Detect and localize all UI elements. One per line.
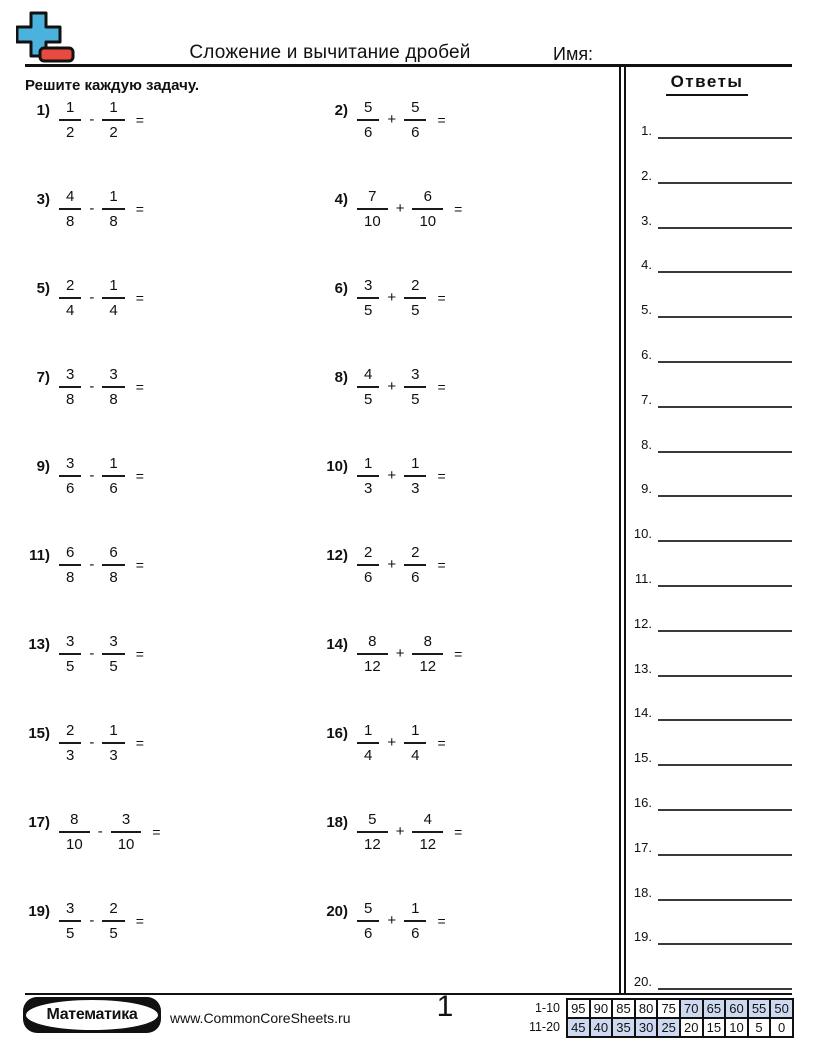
- fraction-denominator: 8: [66, 213, 75, 230]
- minus-operator: -: [89, 377, 95, 395]
- answer-number: 14.: [633, 705, 652, 721]
- problem-row: [14, 275, 144, 321]
- answer-number: 13.: [633, 660, 652, 676]
- fraction-numerator: 2: [404, 276, 426, 299]
- fraction-second: [102, 98, 124, 142]
- answer-blank-line: [658, 968, 792, 990]
- answer-number: 19.: [633, 929, 652, 945]
- score-range-label-1: 1-10: [534, 1001, 560, 1015]
- fraction-first: [357, 810, 388, 854]
- fraction-first: [59, 98, 81, 142]
- answer-number: 18.: [633, 884, 652, 900]
- equals-sign: =: [454, 646, 463, 662]
- fraction-second: [102, 276, 124, 320]
- equals-sign: =: [135, 290, 144, 306]
- score-cell: 20: [680, 1018, 703, 1037]
- fraction-first: [59, 187, 81, 231]
- answer-row: [622, 746, 792, 766]
- answer-row: [622, 522, 792, 542]
- fraction-denominator: 6: [364, 124, 373, 141]
- equals-sign: =: [437, 468, 446, 484]
- plus-operator: +: [387, 288, 397, 306]
- fraction-denominator: 12: [419, 836, 437, 853]
- answers-heading: [622, 72, 792, 96]
- answer-number: 6.: [641, 347, 652, 362]
- fraction-first: [357, 187, 388, 231]
- minus-operator: -: [89, 644, 95, 662]
- equals-sign: =: [454, 201, 463, 217]
- fraction-numerator: 5: [357, 810, 388, 833]
- fraction-second: [111, 810, 142, 854]
- fraction-denominator: 12: [364, 658, 381, 675]
- fraction-numerator: 4: [59, 187, 81, 210]
- fraction-numerator: 1: [59, 98, 81, 121]
- answer-row: [622, 612, 792, 632]
- problem-row: [312, 898, 446, 944]
- plus-operator: +: [395, 822, 405, 840]
- score-cell: 70: [680, 999, 703, 1018]
- problem-row: [312, 542, 446, 588]
- fraction-denominator: 12: [419, 658, 437, 675]
- problem-row: [312, 453, 446, 499]
- footer-divider: [25, 993, 792, 995]
- fraction-denominator: 5: [66, 658, 75, 675]
- problem-number: 12): [326, 546, 348, 564]
- fraction-first: [357, 543, 379, 587]
- fraction-numerator: 3: [59, 454, 81, 477]
- answer-number: 2.: [641, 167, 652, 183]
- fraction-numerator: 1: [102, 454, 124, 477]
- answer-row: [622, 388, 792, 408]
- fraction-numerator: 1: [357, 721, 379, 744]
- fraction-first: [59, 721, 81, 765]
- equals-sign: =: [135, 468, 144, 484]
- problem-number: 2): [334, 101, 348, 119]
- answer-number: 9.: [641, 481, 652, 497]
- fraction-numerator: 1: [102, 187, 124, 210]
- fraction-denominator: 4: [364, 747, 373, 764]
- answer-blank-line: [658, 655, 792, 677]
- problem-row: [14, 453, 144, 499]
- fraction-numerator: 3: [59, 632, 81, 655]
- problem-row: [312, 186, 462, 232]
- fraction-denominator: 10: [66, 836, 83, 853]
- answer-number: 17.: [633, 839, 652, 855]
- answer-blank-line: [658, 207, 792, 229]
- fraction-second: [102, 454, 124, 498]
- plus-operator: +: [387, 110, 397, 128]
- fraction-denominator: 8: [109, 569, 118, 586]
- equals-sign: =: [135, 646, 144, 662]
- problem-number: 19): [28, 902, 50, 920]
- fraction-numerator: 1: [102, 276, 124, 299]
- fraction-denominator: 2: [109, 124, 118, 141]
- plus-operator: +: [387, 555, 397, 573]
- answer-row: [622, 791, 792, 811]
- answer-row: [622, 209, 792, 229]
- problem-number: 17): [28, 813, 50, 831]
- fraction-numerator: 2: [357, 543, 379, 566]
- fraction-numerator: 6: [59, 543, 81, 566]
- score-cell: 5: [748, 1018, 771, 1037]
- fraction-denominator: 3: [411, 480, 420, 497]
- brand-badge-inner: [26, 1000, 158, 1030]
- problem-row: [14, 542, 144, 588]
- problem-number: 15): [28, 724, 50, 742]
- fraction-first: [357, 899, 379, 943]
- fraction-denominator: 3: [66, 747, 75, 764]
- fraction-second: [102, 632, 124, 676]
- problem-row: [312, 97, 446, 143]
- header-divider: [25, 64, 792, 67]
- minus-operator: -: [89, 288, 95, 306]
- fraction-first: [357, 276, 379, 320]
- fraction-numerator: 5: [357, 98, 379, 121]
- fraction-first: [59, 365, 81, 409]
- minus-operator: -: [89, 199, 95, 217]
- fraction-second: [412, 810, 443, 854]
- answer-row: [622, 881, 792, 901]
- answer-number: 11.: [634, 571, 652, 586]
- answer-blank-line: [658, 699, 792, 721]
- equals-sign: =: [135, 379, 144, 395]
- equals-sign: =: [135, 913, 144, 929]
- equals-sign: =: [437, 290, 446, 306]
- score-cell: 40: [590, 1018, 613, 1037]
- fraction-first: [59, 543, 81, 587]
- problem-number: 16): [326, 724, 348, 742]
- fraction-numerator: 1: [404, 454, 426, 477]
- fraction-second: [102, 365, 124, 409]
- problem-row: [14, 720, 144, 766]
- plus-operator: +: [387, 733, 397, 751]
- fraction-numerator: 3: [102, 632, 124, 655]
- name-label: Имя:: [553, 44, 594, 64]
- answer-blank-line: [658, 923, 792, 945]
- score-table: [566, 998, 794, 1038]
- fraction-numerator: 1: [404, 721, 426, 744]
- fraction-denominator: 5: [66, 925, 75, 942]
- score-range-labels: [510, 999, 560, 1037]
- problem-row: [14, 186, 144, 232]
- fraction-first: [59, 632, 81, 676]
- fraction-second: [404, 721, 426, 765]
- fraction-numerator: 1: [357, 454, 379, 477]
- fraction-denominator: 5: [109, 925, 118, 942]
- fraction-numerator: 7: [357, 187, 388, 210]
- answer-number: 1.: [641, 123, 652, 138]
- answer-blank-line: [658, 879, 792, 901]
- problem-number: 13): [28, 635, 50, 653]
- fraction-denominator: 8: [109, 391, 118, 408]
- score-cell: 45: [567, 1018, 590, 1037]
- fraction-denominator: 8: [109, 213, 118, 230]
- answer-row: [622, 567, 792, 587]
- problem-row: [312, 275, 446, 321]
- fraction-second: [404, 454, 426, 498]
- fraction-denominator: 5: [364, 302, 373, 319]
- score-cell: 50: [770, 999, 793, 1018]
- fraction-numerator: 4: [357, 365, 379, 388]
- website-url: www.CommonCoreSheets.ru: [170, 1010, 351, 1026]
- problem-number: 1): [36, 101, 50, 119]
- plus-operator: +: [387, 466, 397, 484]
- answer-row: [622, 164, 792, 184]
- plus-operator: +: [387, 911, 397, 929]
- fraction-denominator: 10: [364, 213, 381, 230]
- fraction-second: [404, 365, 426, 409]
- answer-blank-line: [658, 565, 792, 587]
- problem-number: 20): [326, 902, 348, 920]
- problem-row: [14, 97, 144, 143]
- fraction-second: [102, 187, 124, 231]
- answer-row: [622, 836, 792, 856]
- score-cell: 95: [567, 999, 590, 1018]
- score-cell: 0: [770, 1018, 793, 1037]
- score-cell: 25: [657, 1018, 680, 1037]
- fraction-denominator: 10: [117, 836, 135, 853]
- minus-operator: -: [97, 822, 103, 840]
- plus-minus-logo-icon: [16, 11, 76, 65]
- fraction-denominator: 5: [364, 391, 373, 408]
- fraction-numerator: 6: [102, 543, 124, 566]
- score-cell: 10: [725, 1018, 748, 1037]
- problem-number: 7): [36, 368, 50, 386]
- answer-number: 7.: [641, 391, 652, 407]
- answer-row: [622, 433, 792, 453]
- fraction-first: [59, 810, 90, 854]
- problem-number: 8): [334, 368, 348, 386]
- fraction-numerator: 6: [412, 187, 443, 210]
- fraction-denominator: 6: [411, 124, 420, 141]
- equals-sign: =: [437, 112, 446, 128]
- fraction-numerator: 3: [357, 276, 379, 299]
- fraction-first: [59, 276, 81, 320]
- answer-blank-line: [658, 341, 792, 363]
- problem-number: 3): [36, 190, 50, 208]
- fraction-numerator: 3: [111, 810, 142, 833]
- answer-number: 10.: [633, 526, 652, 542]
- answer-blank-line: [658, 431, 792, 453]
- fraction-second: [102, 899, 124, 943]
- equals-sign: =: [437, 913, 446, 929]
- fraction-first: [357, 98, 379, 142]
- answer-row: [622, 701, 792, 721]
- answer-number: 3.: [641, 212, 652, 228]
- fraction-numerator: 8: [357, 632, 388, 655]
- fraction-first: [357, 632, 388, 676]
- score-cell: 60: [725, 999, 748, 1018]
- equals-sign: =: [454, 824, 463, 840]
- fraction-denominator: 6: [411, 569, 420, 586]
- answer-row: [622, 970, 792, 990]
- equals-sign: =: [135, 557, 144, 573]
- answer-blank-line: [658, 520, 792, 542]
- problem-row: [312, 631, 462, 677]
- fraction-numerator: 3: [404, 365, 426, 388]
- answer-number: 5.: [641, 302, 652, 318]
- answer-number: 8.: [641, 436, 652, 452]
- fraction-denominator: 6: [66, 480, 75, 497]
- fraction-denominator: 2: [66, 124, 75, 141]
- fraction-denominator: 5: [109, 658, 118, 675]
- fraction-second: [404, 276, 426, 320]
- fraction-numerator: 5: [357, 899, 379, 922]
- problem-row: [312, 720, 446, 766]
- answer-blank-line: [658, 162, 792, 184]
- score-cell: 15: [703, 1018, 726, 1037]
- fraction-numerator: 2: [59, 721, 81, 744]
- answer-blank-line: [658, 475, 792, 497]
- page-number: 1: [436, 990, 454, 1023]
- answer-row: [622, 925, 792, 945]
- fraction-denominator: 3: [109, 747, 118, 764]
- fraction-second: [412, 632, 443, 676]
- fraction-second: [404, 543, 426, 587]
- problem-number: 4): [334, 190, 348, 208]
- score-cell: 65: [703, 999, 726, 1018]
- problem-row: [312, 809, 462, 855]
- score-cell: 85: [612, 999, 635, 1018]
- brand-label: Математика: [46, 1006, 138, 1023]
- answer-number: 12.: [633, 615, 652, 631]
- fraction-second: [404, 98, 426, 142]
- answers-heading-text: Ответы: [666, 72, 749, 96]
- equals-sign: =: [437, 557, 446, 573]
- fraction-numerator: 8: [412, 632, 443, 655]
- fraction-denominator: 8: [66, 391, 75, 408]
- problem-row: [14, 809, 161, 855]
- minus-operator: -: [89, 110, 95, 128]
- answer-blank-line: [658, 251, 792, 273]
- answer-row: [622, 253, 792, 273]
- plus-operator: +: [387, 377, 397, 395]
- answer-blank-line: [658, 744, 792, 766]
- answer-row: [622, 657, 792, 677]
- answer-row: [622, 298, 792, 318]
- answer-number: 4.: [641, 257, 652, 273]
- minus-operator: -: [89, 911, 95, 929]
- problem-number: 18): [326, 813, 348, 831]
- fraction-numerator: 2: [102, 899, 124, 922]
- answer-number: 20.: [633, 974, 652, 990]
- fraction-second: [404, 899, 426, 943]
- answer-blank-line: [658, 117, 792, 139]
- fraction-denominator: 4: [109, 302, 118, 319]
- problem-number: 6): [334, 279, 348, 297]
- fraction-second: [102, 543, 124, 587]
- fraction-first: [357, 365, 379, 409]
- fraction-first: [59, 899, 81, 943]
- instructions-text: Решите каждую задачу.: [25, 77, 200, 94]
- equals-sign: =: [135, 201, 144, 217]
- minus-operator: -: [89, 555, 95, 573]
- score-cell: 35: [612, 1018, 635, 1037]
- fraction-denominator: 5: [411, 302, 420, 319]
- fraction-numerator: 3: [59, 365, 81, 388]
- problem-row: [14, 631, 144, 677]
- fraction-denominator: 4: [411, 747, 420, 764]
- brand-badge: [23, 997, 161, 1033]
- answer-row: [622, 343, 792, 363]
- fraction-denominator: 6: [109, 480, 118, 497]
- fraction-numerator: 3: [59, 899, 81, 922]
- problem-row: [312, 364, 446, 410]
- fraction-denominator: 6: [364, 925, 373, 942]
- fraction-numerator: 5: [404, 98, 426, 121]
- score-row: [567, 1018, 793, 1037]
- plus-operator: +: [395, 199, 405, 217]
- fraction-numerator: 3: [102, 365, 124, 388]
- fraction-first: [357, 721, 379, 765]
- equals-sign: =: [135, 112, 144, 128]
- equals-sign: =: [152, 824, 161, 840]
- problem-number: 14): [326, 635, 348, 653]
- fraction-numerator: 8: [59, 810, 90, 833]
- fraction-denominator: 3: [364, 480, 373, 497]
- worksheet-title: Сложение и вычитание дробей: [189, 42, 471, 63]
- equals-sign: =: [437, 735, 446, 751]
- fraction-numerator: 1: [102, 98, 124, 121]
- answer-blank-line: [658, 610, 792, 632]
- score-row: [567, 999, 793, 1018]
- answer-row: [622, 477, 792, 497]
- answer-blank-line: [658, 386, 792, 408]
- score-cell: 30: [635, 1018, 658, 1037]
- answer-number: 16.: [633, 795, 652, 810]
- problem-row: [14, 898, 144, 944]
- equals-sign: =: [437, 379, 446, 395]
- fraction-first: [59, 454, 81, 498]
- score-cell: 90: [590, 999, 613, 1018]
- fraction-denominator: 4: [66, 302, 75, 319]
- answer-blank-line: [658, 296, 792, 318]
- score-range-label-2: 11-20: [528, 1020, 560, 1034]
- problem-number: 9): [36, 457, 50, 475]
- fraction-numerator: 1: [102, 721, 124, 744]
- fraction-numerator: 2: [404, 543, 426, 566]
- score-cell: 55: [748, 999, 771, 1018]
- fraction-numerator: 2: [59, 276, 81, 299]
- fraction-denominator: 6: [411, 925, 420, 942]
- fraction-first: [357, 454, 379, 498]
- fraction-numerator: 1: [404, 899, 426, 922]
- answer-blank-line: [658, 834, 792, 856]
- fraction-second: [102, 721, 124, 765]
- fraction-denominator: 12: [364, 836, 381, 853]
- problem-number: 5): [36, 279, 50, 297]
- plus-operator: +: [395, 644, 405, 662]
- problem-row: [14, 364, 144, 410]
- minus-operator: -: [89, 733, 95, 751]
- answer-blank-line: [658, 789, 792, 811]
- answer-row: [622, 119, 792, 139]
- fraction-denominator: 8: [66, 569, 75, 586]
- problem-number: 10): [326, 457, 348, 475]
- score-cell: 75: [657, 999, 680, 1018]
- problem-number: 11): [29, 546, 50, 564]
- equals-sign: =: [135, 735, 144, 751]
- fraction-second: [412, 187, 443, 231]
- fraction-denominator: 5: [411, 391, 420, 408]
- fraction-denominator: 6: [364, 569, 373, 586]
- minus-operator: -: [89, 466, 95, 484]
- score-cell: 80: [635, 999, 658, 1018]
- fraction-numerator: 4: [412, 810, 443, 833]
- answer-number: 15.: [633, 750, 652, 766]
- fraction-denominator: 10: [419, 213, 437, 230]
